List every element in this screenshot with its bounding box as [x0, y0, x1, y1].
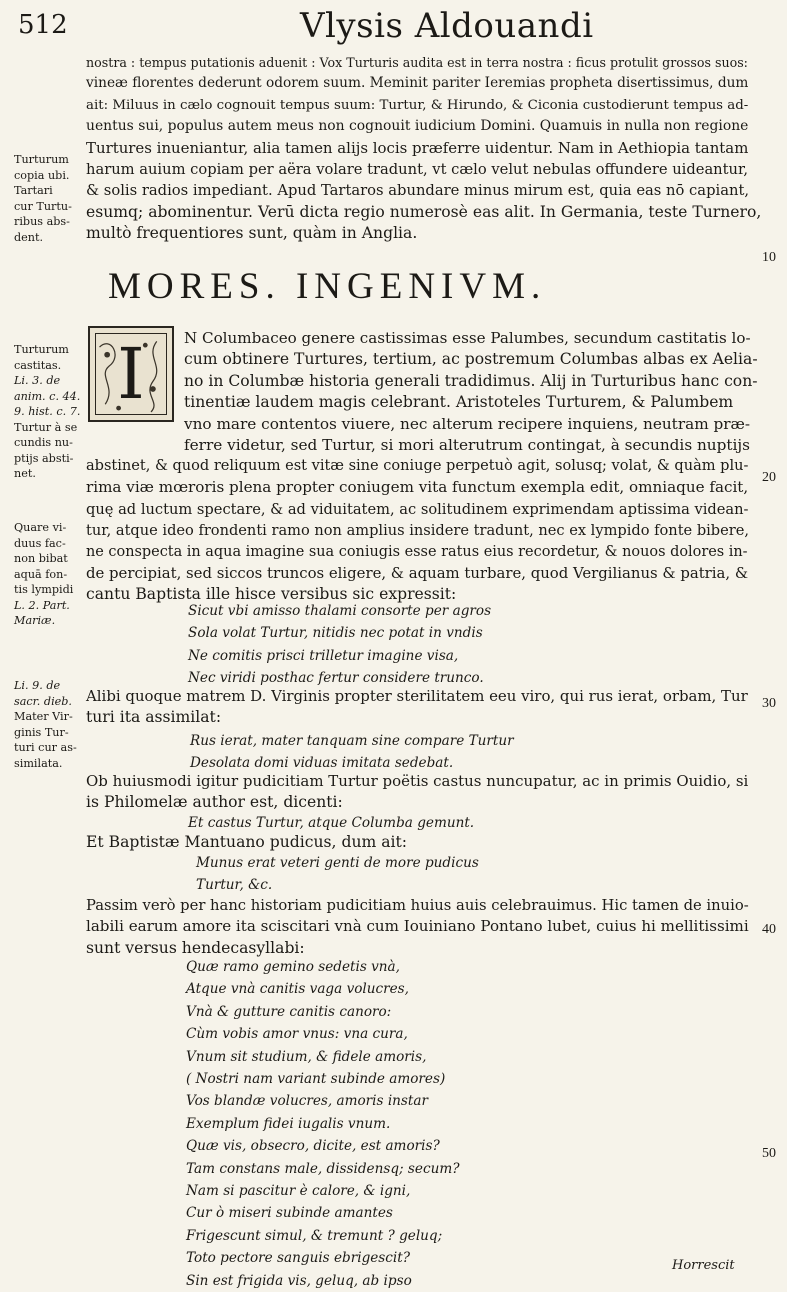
margin-note-line: aquā fon- — [14, 567, 68, 581]
text-line: & solis radios impediant. Apud Tartaros abundare minus mirum est, quia eas nō capiant, — [86, 182, 750, 200]
margin-note-line: Turturum — [14, 153, 69, 166]
poem-rus-ierat — [190, 730, 514, 775]
text-line: quę ad luctum spectare, & ad viduitatem, ac solitudinem exprimendam aptissima videan- — [86, 500, 749, 518]
margin-note-line: anim. c. 44. — [14, 389, 81, 403]
text-line: vineæ florentes dederunt odorem suum. Meminit pariter Ieremias propheta disertissimus, dum — [86, 75, 749, 92]
verse-line: Vnà & gutture canitis canoro: — [186, 1003, 392, 1020]
verse-line: Sicut vbi amisso thalami consorte per agros — [188, 603, 492, 619]
dropcap-letter: I — [117, 333, 145, 415]
text-line: nostra : tempus putationis aduenit : Vox Turturis audita est in terra nostra : ficus protulit grossos suos: — [86, 55, 748, 70]
margin-note-line: turi cur as- — [14, 741, 77, 754]
verse-line: Atque vnà canitis vaga volucres, — [186, 981, 409, 998]
text-line: multò frequentiores sunt, quàm in Anglia. — [86, 224, 418, 243]
margin-note-line: L. 2. Part. — [14, 598, 70, 612]
line-number: 50 — [762, 1146, 776, 1161]
text-line: de percipiat, sed siccos truncos eligere, & aquam turbare, quod Vergilianus & patria, & — [86, 564, 749, 583]
text-line: Passim verò per hanc historiam pudicitiam huius auis celebrauimus. Hic tamen de inuio- — [86, 897, 749, 914]
margin-note-line: ginis Tur- — [14, 725, 69, 739]
text-line: tinentiæ laudem magis celebrant. Aristoteles Turturem, & Palumbem — [184, 393, 734, 412]
poem-mantuan — [196, 852, 479, 897]
running-title: Vlysis Aldouandi — [300, 6, 594, 46]
verse-line: Toto pectore sanguis ebrigescit? — [186, 1250, 410, 1267]
margin-note-line: duus fac- — [14, 536, 66, 550]
margin-note-line: Mariæ. — [14, 614, 56, 627]
verse-line: Sola volat Turtur, nitidis nec potat in vndis — [188, 625, 483, 642]
text-line: sunt versus hendecasyllabi: — [86, 938, 305, 957]
margin-note-line: Mater Vir- — [14, 710, 73, 723]
margin-note-line: 9. hist. c. 7. — [14, 405, 81, 418]
margin-note-line: tis lympidi — [14, 583, 74, 596]
margin-note-line: cundis nu- — [14, 436, 73, 449]
text-line: N Columbaceo genere castissimas esse Palumbes, secundum castitatis lo- — [184, 329, 751, 347]
margin-note-line: non bibat — [14, 552, 68, 565]
text-line: rima viæ mœroris plena propter coniugem vita functum exempla edit, omniaque facit, — [86, 478, 749, 497]
text-line: turi ita assimilat: — [86, 708, 222, 727]
margin-note-line: similata. — [14, 756, 63, 770]
verse-line: Sin est frigida vis, geluq, ab ipso — [186, 1272, 412, 1289]
text-line: ait: Miluus in cælo cognouit tempus suum: Turtur, & Hirundo, & Ciconia custodierunt tempus ad- — [86, 97, 749, 113]
verse-line: Vos blandæ volucres, amoris instar — [186, 1093, 428, 1110]
margin-note-line: Li. 9. de — [14, 679, 61, 692]
margin-note-line: ptijs absti- — [14, 451, 74, 465]
verse-line: Quæ vis, obsecro, dicite, est amoris? — [186, 1138, 440, 1155]
margin-note-line: Tartari — [14, 184, 53, 197]
intro-paragraph — [86, 52, 762, 245]
section-title: MORES. INGENIVM. — [108, 266, 547, 307]
passim-paragraph — [86, 895, 762, 959]
poem-pontano — [186, 956, 460, 1292]
text-line: Et Baptistæ Mantuano pudicus, dum ait: — [86, 833, 408, 851]
text-line: ferre videtur, sed Turtur, si mori alterutrum contingat, à secundis nuptijs — [184, 436, 750, 455]
margin-note-line: castitas. — [14, 358, 62, 372]
text-line: esumq; abominentur. Verū dicta regio numerosè eas alit. In Germania, teste Turnero, — [86, 202, 762, 221]
ob-paragraph — [86, 771, 762, 814]
text-line: no in Columbæ historia generali tradidimus. Alij in Turturibus hanc con- — [184, 371, 758, 390]
verse-line: Tam constans male, dissidensq; secum? — [186, 1160, 460, 1177]
text-line: Alibi quoque matrem D. Virginis propter sterilitatem eeu viro, qui rus ierat, orbam, Tur — [86, 687, 748, 705]
margin-note-quare — [14, 520, 86, 629]
text-line: Turtures inueniantur, alia tamen alijs locis præferre uidentur. Nam in Aethiopia tantam — [86, 138, 749, 157]
verse-line: Nec viridi posthac fertur considere trunco. — [188, 670, 484, 687]
margin-note-line: sacr. dieb. — [14, 694, 72, 708]
margin-note-line: Turturum — [14, 343, 69, 356]
margin-note-line: Quare vi- — [14, 521, 67, 534]
page-number: 512 — [18, 10, 68, 40]
margin-note-castitas — [14, 342, 86, 482]
margin-note-line: cur Turtu- — [14, 199, 72, 213]
text-line: labili earum amore ita sciscitari vnà cum Iouiniano Pontano lubet, cuius hi mellitissimi — [86, 917, 749, 936]
text-line: harum auium copiam per aëra volare tradunt, vt cælo velut nebulas offundere uideantur, — [86, 161, 749, 179]
verse-line: ( Nostri nam variant subinde amores) — [186, 1071, 446, 1088]
verse-line: Rus ierat, mater tanquam sine compare Turtur — [190, 733, 514, 749]
margin-note-line: Turtur à se — [14, 420, 78, 434]
verse-line: Nam si pascitur è calore, & igni, — [186, 1183, 411, 1200]
verse-line: Frigescunt simul, & tremunt ? geluq; — [186, 1227, 443, 1244]
margin-note-line: ribus abs- — [14, 215, 70, 228]
verse-line: Quæ ramo gemino sedetis vnà, — [186, 959, 400, 975]
verse-line: Ne comitis prisci trilletur imagine visa, — [188, 647, 459, 664]
decorated-initial — [88, 326, 174, 422]
text-line: ne conspecta in aqua imagine sua coniugis esse ratus eius recordetur, & nouos dolores in- — [86, 543, 748, 560]
line-number: 40 — [762, 922, 776, 937]
verse-line: Cùm vobis amor vnus: vna cura, — [186, 1026, 408, 1043]
margin-note-copia — [14, 152, 86, 245]
text-line: Ob huiusmodi igitur pudicitiam Turtur poëtis castus nuncupatur, ac in primis Ouidio, si — [86, 772, 749, 790]
verse-line: Turtur, &c. — [196, 877, 273, 894]
mores-paragraph-indented — [184, 328, 762, 456]
margin-note-line: Li. 3. de — [14, 374, 61, 387]
line-number: 10 — [762, 250, 776, 265]
text-line: abstinet, & quod reliquum est vitæ sine coniuge perpetuò agit, solusq; volat, & quàm plu- — [86, 458, 749, 474]
catchword: Horrescit — [672, 1258, 735, 1273]
line-number: 30 — [762, 696, 776, 711]
poem-baptista — [188, 600, 491, 690]
text-line: vno mare contentos viuere, nec alterum recipere inquiens, neutram præ- — [184, 414, 751, 433]
alibi-paragraph — [86, 686, 762, 729]
text-line: is Philomelæ author est, dicenti: — [86, 793, 343, 812]
margin-note-mater — [14, 678, 86, 771]
text-line: tur, atque ideo frondenti ramo non amplius insidere tradunt, nec ex lympido fonte bibere, — [86, 522, 749, 540]
verse-line: Desolata domi viduas imitata sedebat. — [190, 755, 454, 772]
margin-note-line: copia ubi. — [14, 168, 70, 182]
text-line: cum obtinere Turtures, tertium, ac postremum Columbas albas ex Aelia- — [184, 350, 758, 369]
mantuan-paragraph — [86, 832, 762, 853]
margin-note-line: net. — [14, 467, 36, 480]
verse-line: Munus erat veteri genti de more pudicus — [196, 855, 479, 871]
margin-note-line: dent. — [14, 230, 44, 244]
verse-line: Vnum sit studium, & fidele amoris, — [186, 1048, 427, 1065]
text-line: cantu Baptista ille hisce versibus sic expressit: — [86, 585, 457, 604]
line-number: 20 — [762, 470, 776, 485]
verse-line: Et castus Turtur, atque Columba gemunt. — [188, 815, 475, 831]
text-line: uentus sui, populus autem meus non cognouit iudicium Domini. Quamuis in nulla non regione — [86, 118, 749, 135]
page-header — [0, 6, 787, 46]
verse-line: Exemplum fidei iugalis vnum. — [186, 1115, 391, 1132]
verse-line: Cur ò miseri subinde amantes — [186, 1205, 393, 1222]
mores-paragraph-full — [86, 456, 762, 606]
